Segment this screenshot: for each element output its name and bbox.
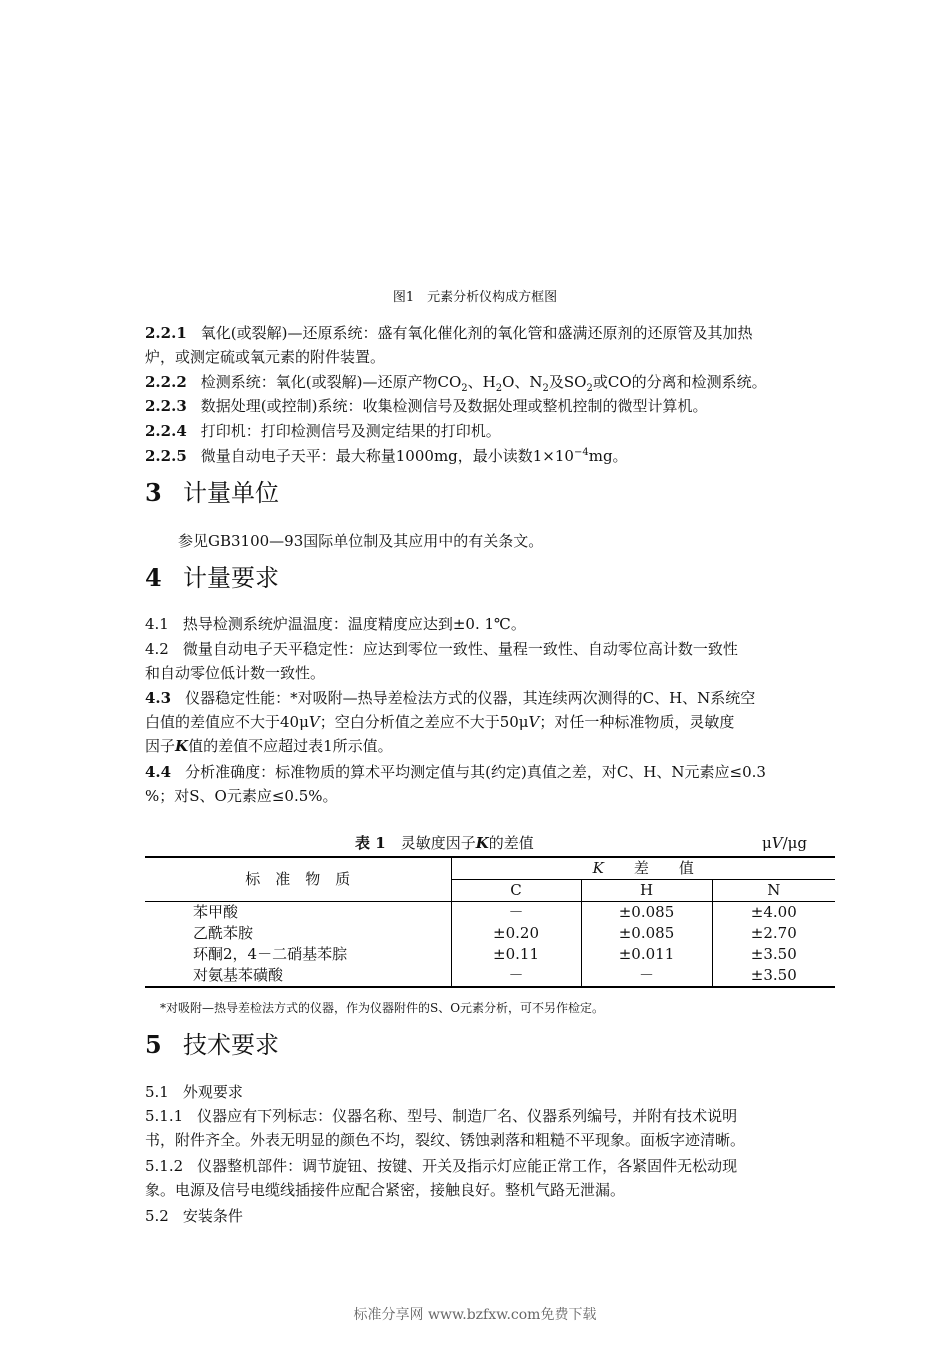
section-title: 技术要求 [183,1031,279,1059]
value-n: ±4.00 [712,902,835,924]
clause-text: 安装条件 [182,1207,243,1225]
header-diff-text: 差 值 [633,859,694,877]
section-title: 计量要求 [183,564,279,592]
table-header-row [145,857,835,880]
clause-4-2 [145,637,815,685]
table-row [145,944,835,965]
unit-v: V [308,713,320,731]
clause-text: 打印机：打印检测信号及测定结果的打印机。 [200,422,501,440]
clause-number: 5.1.1 [145,1107,184,1125]
clause-text-cont: 炉，或测定硫或氧元素的附件装置。 [145,348,386,366]
symbol-k: K [175,737,189,755]
clause-2-2-4 [145,419,815,443]
header-k-difference [451,857,835,880]
clause-text: 仪器应有下列标志：仪器名称、型号、制造厂名、仪器系列编号，并附有技术说明 [197,1107,738,1125]
table-footnote: *对吸附—热导差检法方式的仪器，作为仪器附件的S、O元素分析，可不另作检定。 [160,1001,605,1015]
table-row [145,902,835,924]
clause-number: 2.2.4 [145,422,187,440]
col-header-c: C [451,880,581,902]
value-n: ±3.50 [712,944,835,965]
clause-text: 因子 [145,737,176,755]
subscript: 2 [586,383,593,394]
unit-v: V [528,713,540,731]
subscript: 2 [495,383,503,394]
substance-name: 对氨基苯磺酸 [145,965,451,987]
section-number: 4 [145,563,162,592]
clause-2-2-2 [145,370,815,394]
clause-text: 及SO [548,373,587,391]
table-title-text: 灵敏度因子 [400,834,476,852]
sensitivity-table [145,856,835,988]
substance-name: 环酮2，4－二硝基苯腙 [193,945,348,963]
clause-5-1 [145,1080,815,1104]
clause-text: 热导检测系统炉温温度：温度精度应达到±0. 1℃。 [182,615,526,633]
clause-5-1-1 [145,1104,815,1152]
clause-text-cont: 书，附件齐全。外表无明显的颜色不均，裂纹、锈蚀剥落和粗糙不平现象。面板字迹清晰。 [145,1131,746,1149]
unit-v: V [771,834,783,852]
value-n: ±2.70 [712,923,835,944]
unit-text: /μg [782,834,807,852]
clause-2-2-3 [145,394,815,418]
clause-text-cont: 和自动零位低计数一致性。 [145,664,326,682]
col-header-h: H [581,880,712,902]
clause-text: 氧化(或裂解)—还原系统：盛有氧化催化剂的氧化管和盛满还原剂的还原管及其加热 [200,324,753,342]
value-c: － [451,902,581,924]
clause-text: 仪器整机部件：调节旋钮、按键、开关及指示灯应能正常工作，各紧固件无松动现 [197,1157,738,1175]
clause-text: 、H [467,373,496,391]
clause-text: 检测系统：氧化(或裂解)—还原产物CO [200,373,462,391]
col-header-n: N [712,880,835,902]
value-c: ±0.20 [451,923,581,944]
clause-number: 2.2.5 [145,447,187,465]
value-c: － [451,965,581,987]
clause-text: 仪器稳定性能：*对吸附—热导差检法方式的仪器，其连续两次测得的C、H、N系统空 [185,689,756,707]
table-title [355,832,534,854]
clause-text: 分析准确度：标准物质的算术平均测定值与其(约定)真值之差，对C、H、N元素应≤0.3 [185,763,766,781]
clause-text: 值的差值不应超过表1所示值。 [188,737,393,755]
subscript: 2 [461,383,468,394]
clause-text-cont: %；对S、O元素应≤0.5%。 [145,787,338,805]
table-unit [762,832,807,854]
header-standard-substance: 标 准 物 质 [145,857,451,902]
clause-number: 2.2.3 [145,397,187,415]
clause-4-1 [145,612,815,636]
clause-number: 4.1 [145,615,169,633]
value-c: ±0.11 [451,944,581,965]
clause-text-cont: 象。电源及信号电缆线插接件应配合紧密，接触良好。整机气路无泄漏。 [145,1181,626,1199]
substance-name: 苯甲酸 [193,903,239,921]
clause-text: 外观要求 [182,1083,243,1101]
table-row [145,923,835,944]
unit-text: μ [762,834,772,852]
clause-text: O、N [502,373,543,391]
clause-4-4 [145,760,815,808]
clause-text: 微量自动电子天平：最大称量1000mg，最小读数1×10 [200,447,574,465]
clause-5-1-2 [145,1154,815,1202]
footer-watermark: 标准分享网 www.bzfxw.com免费下载 [353,1307,597,1323]
clause-number: 5.1 [145,1083,169,1101]
clause-number: 4.4 [145,763,172,781]
substance-name: 乙酰苯胺 [193,924,254,942]
clause-text: ；对任一种标准物质，灵敏度 [539,713,735,731]
clause-text: mg。 [588,447,628,465]
clause-2-2-1 [145,321,815,369]
clause-number: 5.1.2 [145,1157,184,1175]
superscript: −4 [573,447,589,458]
value-n: ±3.50 [712,965,835,987]
value-h: ±0.011 [581,944,712,965]
clause-4-3 [145,686,815,758]
table-row [145,965,835,987]
clause-5-2 [145,1204,815,1228]
section-3-paragraph: 参见GB3100—93国际单位制及其应用中的有关条文。 [178,532,544,550]
clause-number: 4.3 [145,689,172,707]
clause-text: 微量自动电子天平稳定性：应达到零位一致性、量程一致性、自动零位高计数一致性 [182,640,738,658]
clause-text: 数据处理(或控制)系统：收集检测信号及数据处理或整机控制的微型计算机。 [200,397,708,415]
value-h: － [581,965,712,987]
section-heading-4 [145,563,279,593]
clause-number: 5.2 [145,1207,169,1225]
clause-text-cont [145,734,815,758]
clause-2-2-5 [145,444,815,468]
subscript: 2 [542,383,549,394]
clause-text: 或CO的分离和检测系统。 [592,373,767,391]
symbol-k: K [475,834,489,852]
section-number: 5 [145,1030,162,1059]
clause-number: 2.2.1 [145,324,187,342]
clause-text: ；空白分析值之差应不大于50μ [319,713,529,731]
value-h: ±0.085 [581,902,712,924]
table-number: 表 1 [355,834,386,852]
clause-number: 4.2 [145,640,169,658]
figure-caption: 图1 元素分析仪构成方框图 [392,290,558,305]
section-title: 计量单位 [183,479,279,507]
clause-text: 白值的差值应不大于40μ [145,713,309,731]
symbol-k: K [592,859,604,877]
clause-text-cont [145,710,815,734]
section-number: 3 [145,478,162,507]
value-h: ±0.085 [581,923,712,944]
section-heading-3 [145,478,279,508]
clause-number: 2.2.2 [145,373,187,391]
table-title-text: 的差值 [488,834,534,852]
section-heading-5 [145,1030,279,1060]
